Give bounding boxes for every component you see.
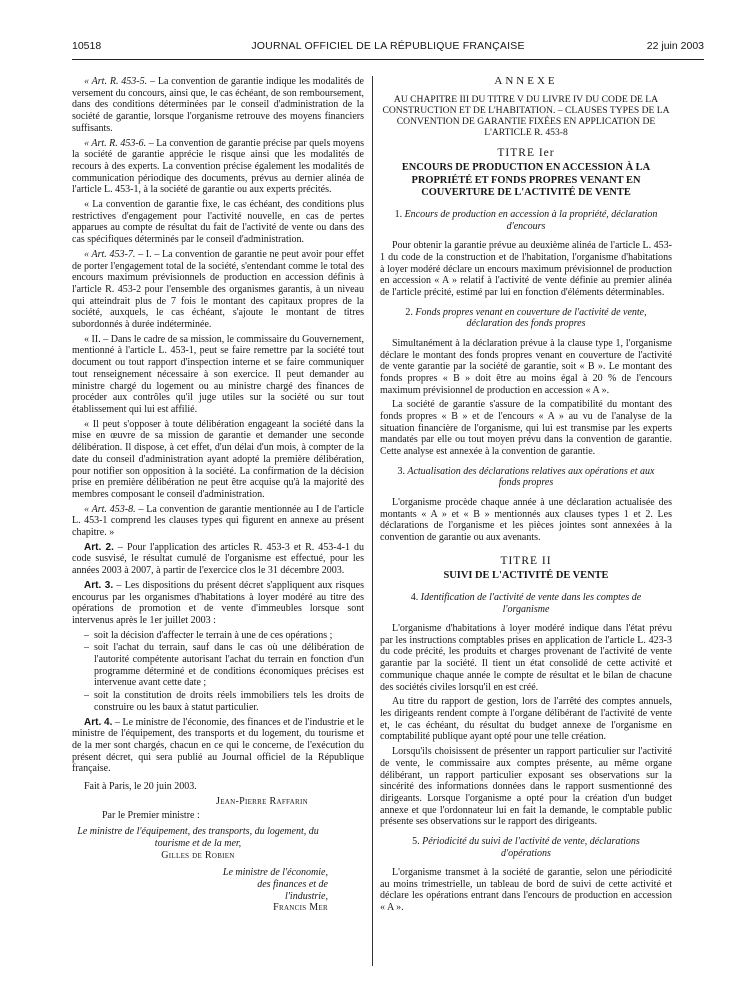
article-text: – La convention de garantie précise par quels moyens la société de garantie apprécie le risque ainsi que les modalités de recours à des experts. La convention précise également les modalités de communication périodique des documents, prévus au dernier alinéa de l'article L. 453-1, à la société de garantie ou aux experts précités. (72, 137, 364, 196)
titre-2-heading: SUIVI DE L'ACTIVITÉ DE VENTE (443, 570, 609, 582)
art-453-7-paragraph (72, 249, 364, 331)
section-2-paragraph-2: La société de garantie s'assure de la compatibilité du montant des fonds propres « B » et de l'encours « A » au vu de l'analyse de la situation financière de l'organisme, qui lui est transmise par les experts mandatés par elle ou tout moyen prévu dans la convention de garantie. Cette analyse est annexée à la convention de garantie. (380, 399, 672, 458)
art-453-5-paragraph (72, 76, 364, 135)
article-text: – Le ministre de l'économie, des finances et de l'industrie et le ministre de l'équipement, des transports et du logement, du tourisme et de la mer sont chargés, chacun en ce qui le concerne, de l'exécution du présent décret, qui sera publié au Journal officiel de la République française. (72, 716, 364, 775)
article-3-paragraph (72, 580, 364, 627)
article-text: – La convention de garantie indique les modalités de versement du concours, ainsi que, le cas échéant, de son remboursement, dans des conditions déterminées par le conseil d'administration de la société de garantie, lorsque l'organisme retrouve des moyens financiers suffisants. (72, 76, 364, 134)
section-number: 5. (412, 836, 420, 848)
minister-equipment-title: Le ministre de l'équipement, des transports, du logement, du tourisme et de la mer, (77, 826, 319, 849)
section-4-paragraph-3: Lorsqu'ils choisissent de présenter un rapport particulier sur l'activité de vente, le commissaire aux comptes présente, au même organe délibérant, un rapport particulier exposant ses observations sur la sincérité des informations données dans le rapport susmentionné des dirigeants. Lorsque l'organisme a opté pour la création d'un budget annexe et que l'ordonnateur lui en fait la demande, le comptable public présente ses observations sur le rapport des dirigeants. (380, 746, 672, 828)
article-4-paragraph (72, 717, 364, 776)
section-number: 1. (394, 209, 403, 221)
titre-1-heading: ENCOURS DE PRODUCTION EN ACCESSION À LA PROPRIÉTÉ ET FONDS PROPRES VENANT EN COUVERTURE DE L'ACTIVITÉ DE VENTE (401, 162, 651, 198)
section-5-paragraph: L'organisme transmet à la société de garantie, selon une périodicité au moins trimestrielle, un tableau de bord de suivi de cette activité et déclare les opérations entrant dans l'encours de production en accession « A ». (380, 867, 672, 914)
article-ref: « Art. R. 453-6. (84, 137, 147, 149)
section-4-paragraph: L'organisme d'habitations à loyer modéré indique dans l'état prévu par les instructions comptables prises en application de l'article L. 423-3 du code précité, les produits et charges provenant de l'activité de vente garantie par la société. Il tient un état consolidé de cette activité et communique chaque année le compte de résultat et le bilan de chacune des sociétés civiles lorsqu'il en est créé. (380, 623, 672, 693)
section-4-heading (390, 592, 662, 615)
art-453-6-paragraph (72, 138, 364, 197)
column-divider (372, 76, 373, 966)
section-title: Actualisation des déclarations relatives aux opérations et aux fonds propres (407, 465, 655, 489)
minister-equipment-name: Gilles de Robien (161, 849, 235, 861)
article-label: Art. 4. (84, 716, 113, 728)
section-3-heading (390, 466, 662, 489)
section-2-heading (390, 307, 662, 330)
minister-economy-name: Francis Mer (273, 902, 328, 914)
annex-subtitle: AU CHAPITRE III DU TITRE V DU LIVRE IV DU CODE DE LA CONSTRUCTION ET DE L'HABITATION. – CLAUSES TYPES DE LA CONVENTION DE GARANTIE FIXÉES EN APPLICATION DE L'ARTICLE R. 453-8 (382, 93, 670, 138)
art-453-7-paragraph-2: « II. – Dans le cadre de sa mission, le commissaire du Gouvernement, mentionné à l'article L. 453-1, peut se faire remettre par la société tout document ou tout rapport d'inspection interne et se faire communiquer tout renseignement nécessaire à son exercice. Il peut demander au ministre chargé du logement ou au ministre chargé des finances de procéder aux contrôles qu'il juge utiles sur la société ou sur tout établissement qui lui est affilié. (72, 333, 364, 415)
article-ref: « Art. 453-8. (84, 503, 136, 515)
header-rule (72, 59, 704, 60)
article-text: – Les dispositions du présent décret s'appliquent aux risques encourus par les organismes d'habitations à loyer modéré au titre des opérations de promotion et de vente d'immeubles lorsque sont intervenus après le 1er juillet 2003 : (72, 579, 364, 626)
section-title: Encours de production en accession à la propriété, déclaration d'encours (404, 209, 658, 232)
minister-economy-title: Le ministre de l'économie, des finances et de l'industrie, (222, 867, 328, 902)
article-text: – Pour l'application des articles R. 453-3 et R. 453-4-1 du code susvisé, le résultat cumulé de l'organisme est effectué, pour les années 2003 à 2007, à partir de l'exercice clos le 31 décembre 2003. (72, 541, 364, 577)
article-text: – La convention de garantie mentionnée au I de l'article L. 453-1 comprend les clauses types qui figurent en annexe au présent chapitre. » (72, 503, 364, 539)
section-number: 2. (405, 306, 413, 318)
section-number: 3. (397, 465, 406, 477)
issue-date: 22 juin 2003 (646, 40, 704, 52)
art-453-8-paragraph (72, 504, 364, 539)
article-text: – I. – La convention de garantie ne peut avoir pour effet de porter l'engagement total de la société, s'entendant comme le total des encours maximum prévisionnels de production en accession définis à l'article R. 453-2 pour l'ensemble des organismes garantis, à un niveau qui atteindrait plus de 7 fois le montant des capitaux propres de la société, auxquels, le cas échéant, s'ajoute le montant de titres subordonnés à durée indéterminée. (72, 248, 364, 331)
signature-block (72, 781, 364, 914)
by-prime-minister: Par le Premier ministre : (102, 810, 200, 822)
section-title: Identification de l'activité de vente dans les comptes de l'organisme (420, 592, 642, 615)
annex-title: ANNEXE (494, 76, 558, 87)
page-number: 10518 (72, 40, 102, 52)
art-453-6-paragraph-2: « La convention de garantie fixe, le cas échéant, des conditions plus restrictives d'engagement pour l'activité nouvelle, en cas de pertes apparues au compte de résultat du fait de l'activité de vente ou dans des cas spécifiques déterminés par le conseil d'administration. (72, 199, 364, 246)
list-item: – soit la décision d'affecter le terrain à une de ces opérations ; (84, 630, 364, 642)
section-5-heading (390, 836, 662, 859)
section-1-paragraph: Pour obtenir la garantie prévue au deuxième alinéa de l'article L. 453-1 du code de la construction et de l'habitation, l'organisme d'habitations à loyer modéré déclare un encours maximum prévisionnel de production en accession « A » relatif à l'activité de vente définie au premier alinéa de l'article précité, estimé par lui en fonction d'éléments déterminables. (380, 240, 672, 299)
signature-date: Fait à Paris, le 20 juin 2003. (84, 781, 197, 793)
page-header (72, 40, 704, 56)
section-2-paragraph: Simultanément à la déclaration prévue à la clause type 1, l'organisme déclare le montant des fonds propres venant en couverture de l'activité de vente garantie par la société de garantie, soit « B ». Le montant des fonds propres « B » doit être au moins égal à 20 % de l'encours maximum prévisionnel de production en accession « A ». (380, 337, 672, 396)
article-3-list (72, 630, 364, 714)
left-column (72, 76, 364, 976)
section-title: Fonds propres venant en couverture de l'activité de vente, déclaration des fonds propres (415, 306, 647, 330)
list-item: – soit l'achat du terrain, sauf dans le cas où une délibération de l'autorité compétente autorisant l'achat du terrain en fonction d'un programme déterminé et de conditions économiques précises est intervenue avant cette date ; (84, 642, 364, 689)
list-item: – soit la constitution de droits réels immobiliers tels les droits de construire ou les baux à statut particulier. (84, 690, 364, 713)
article-label: Art. 3. (84, 579, 114, 591)
article-ref: « Art. 453-7. (84, 248, 136, 260)
article-2-paragraph (72, 542, 364, 577)
section-number: 4. (410, 592, 419, 604)
section-title: Périodicité du suivi de l'activité de vente, déclarations d'opérations (422, 836, 640, 859)
article-label: Art. 2. (84, 541, 114, 553)
titre-2: TITRE II (500, 554, 552, 567)
prime-minister-name: Jean-Pierre Raffarin (216, 795, 308, 807)
titre-1: TITRE Ier (497, 146, 555, 159)
section-1-heading (390, 209, 662, 232)
art-453-7-paragraph-3: « Il peut s'opposer à toute délibération engageant la société dans la mise en œuvre de sa mission de garantie et demander une seconde délibération. Il dispose, à cet effet, d'un délai d'un mois, à compter de la date du conseil d'administration ayant adopté la première délibération, pour notifier son opposition à la société. La confirmation de la décision prise en première délibération ne peut être acquise qu'à la majorité des membres composant le conseil d'administration. (72, 418, 364, 500)
right-column (380, 76, 672, 976)
section-4-paragraph-2: Au titre du rapport de gestion, lors de l'arrêté des comptes annuels, les dirigeants rendent compte à l'organe délibérant de l'activité de vente et, le cas échéant, du résultat du budget annexe de l'organisme en comptabilité publique ayant opté pour une telle création. (380, 696, 672, 743)
section-3-paragraph: L'organisme procède chaque année à une déclaration actualisée des montants « A » et « B » mentionnés aux clauses types 1 et 2. Les déclarations de l'organisme et les pièces jointes sont annexées à la convention de garantie ou aux avenants. (380, 496, 672, 543)
journal-title: JOURNAL OFFICIEL DE LA RÉPUBLIQUE FRANÇAISE (251, 40, 525, 52)
article-ref: « Art. R. 453-5. (84, 76, 148, 87)
